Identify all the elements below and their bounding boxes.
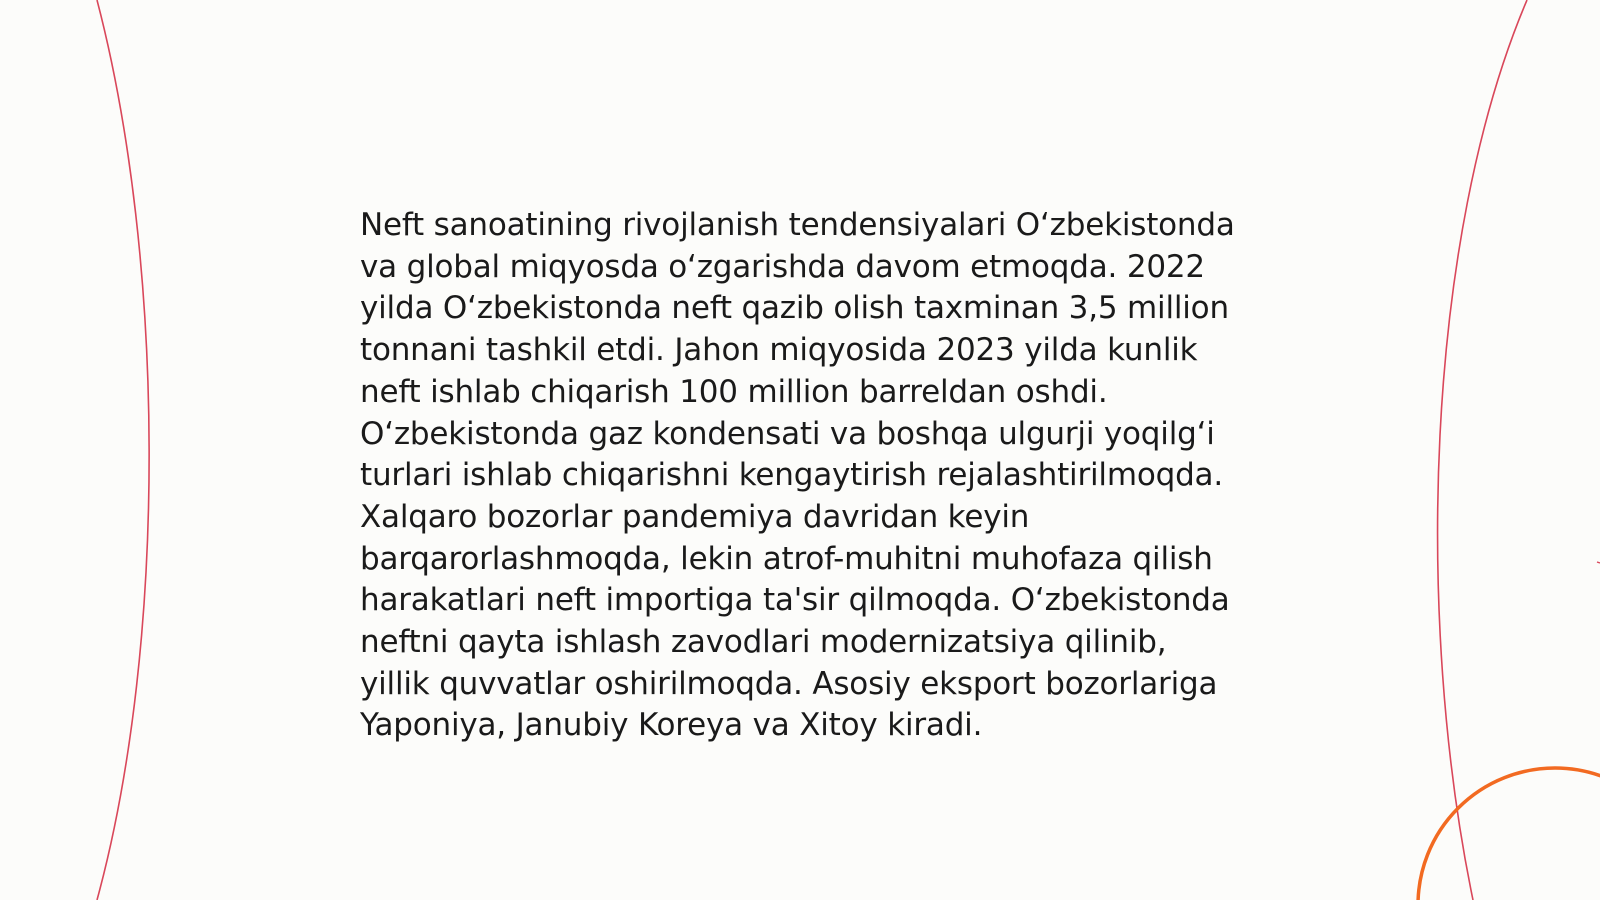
body-paragraph: Neft sanoatining rivojlanish tendensiyalari O‘zbekistonda va global miqyosda o‘zgarishda davom etmoqda. 2022 yilda O‘zbekistonda neft qazib olish taxminan 3,5 million tonnani tashkil etdi. Jahon miqyosida 2023 yilda kunlik neft ishlab chiqarish 100 million barreldan oshdi. O‘zbekistonda gaz kondensati va boshqa ulgurji yoqilg‘i turlari ishlab chiqarishni kengaytirish rejalashtirilmoqda. Xalqaro bozorlar pandemiya davridan keyin barqarorlashmoqda, lekin atrof-muhitni muhofaza qilish harakatlari neft importiga ta'sir qilmoqda. O‘zbekistonda neftni qayta ishlash zavodlari modernizatsiya qilinib, yillik quvvatlar oshirilmoqda. Asosiy eksport bozorlariga Yaponiya, Janubiy Koreya va Xitoy kiradi. — [360, 207, 1235, 744]
orange-arc — [1418, 768, 1600, 900]
left-curve-line — [97, 0, 149, 900]
right-curve-line — [1438, 0, 1527, 900]
